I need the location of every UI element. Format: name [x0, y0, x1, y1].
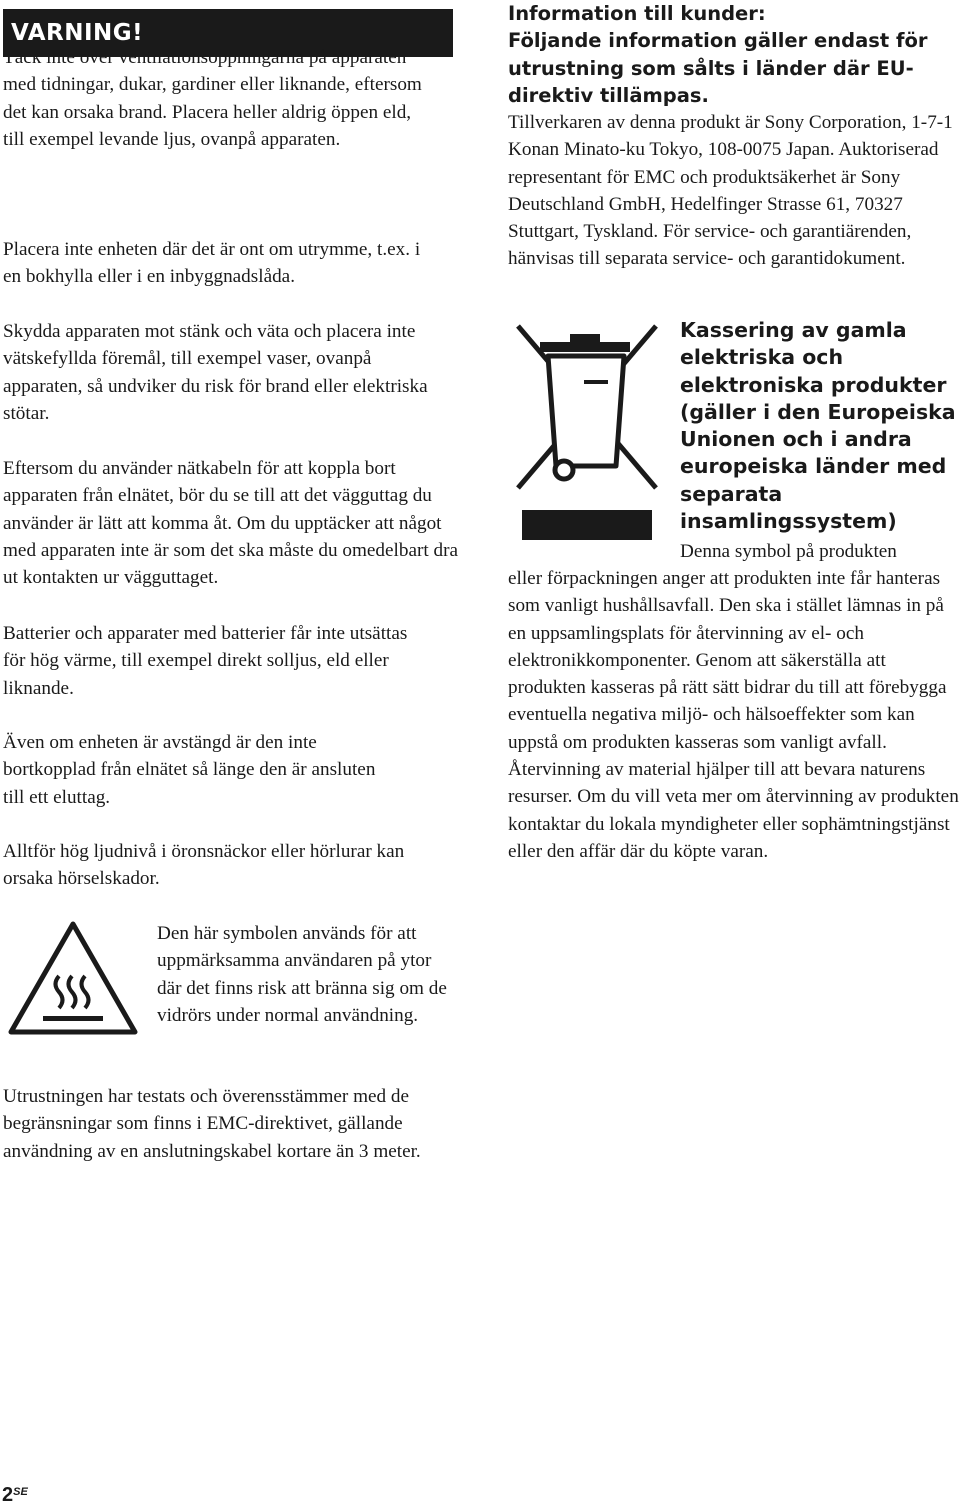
hot-surface-text: Den här symbolen används för att uppmärksamma användaren på ytor där det finns risk att bränna sig om de vidrörs under normal användning. — [157, 923, 447, 1026]
weee-intro: Denna symbol på produkten — [680, 541, 897, 562]
standby-paragraph: Även om enheten är avstängd är den inte bortkopplad från elnätet så länge den är ansluten till ett eluttag. — [3, 732, 376, 808]
info-subheading: Följande information gäller endast för utrustning som sålts i länder där EU-direktiv tillämpas. — [508, 29, 928, 107]
hearing-paragraph: Alltför hög ljudnivå i öronsnäckor eller hörlurar kan orsaka hörselskador. — [3, 841, 405, 890]
page-number-digit: 2 — [2, 1484, 14, 1506]
hot-surface-warning-icon — [5, 918, 141, 1040]
page-number — [2, 1484, 28, 1507]
power-cord-paragraph: Eftersom du använder nätkabeln för att koppla bort apparaten från elnätet, bör du se till att det vägguttag du använder är lätt att komma åt. Om du upptäcker att något med apparaten inte är som det ska måste du omedelbart dra ut kontakten ur vägguttaget. — [3, 458, 459, 589]
ventilation-paragraph: Täck inte över ventilationsöppningarna på apparaten med tidningar, dukar, gardiner eller liknande, eftersom det kan orsaka brand. Placera heller aldrig öppen eld, till exempel levande ljus, ovanpå apparaten. — [3, 47, 422, 150]
weee-heading: Kassering av gamla elektriska och elektroniska produkter (gäller i den Europeiska Unionen och i andra europeiska länder med separata insamlingssystem) — [680, 318, 956, 534]
placement-paragraph: Placera inte enheten där det är ont om utrymme, t.ex. i en bokhylla eller i en inbyggnadslåda. — [3, 239, 421, 288]
emc-paragraph: Utrustningen har testats och överensstämmer med de begränsningar som finns i EMC-direktivet, gällande användning av en anslutningskabel kortare än 3 meter. — [3, 1086, 421, 1162]
splash-paragraph: Skydda apparaten mot stänk och väta och placera inte vätskefyllda föremål, till exempel vaser, ovanpå apparaten, så undviker du risk för brand eller elektriska stötar. — [3, 321, 428, 424]
customer-information — [508, 0, 960, 109]
crossed-out-wheelie-bin-icon — [512, 320, 662, 545]
warning-title: VARNING! — [3, 9, 453, 57]
info-body: Tillverkaren av denna produkt är Sony Corporation, 1-7-1 Konan Minato-ku Tokyo, 108-0075 Japan. Auktoriserad representant för EMC och produktsäkerhet är Sony Deutschland GmbH, Hedelfinger Strasse 61, 70327 Stuttgart, Tyskland. För service- och garantiärenden, hänvisas till separata service- och garantidokument. — [508, 112, 953, 270]
battery-paragraph: Batterier och apparater med batterier får inte utsättas för hög värme, till exempel direkt solljus, eld eller liknande. — [3, 623, 408, 699]
page-number-suffix: SE — [13, 1486, 28, 1498]
info-heading: Information till kunder: — [508, 2, 766, 25]
weee-body: eller förpackningen anger att produkten inte får hanteras som vanligt hushållsavfall. Den ska i stället lämnas in på en uppsamlingsplats för återvinning av el- och elektronikkomponenter. Genom att säkerställa att produkten kasseras på rätt sätt bidrar du till att förebygga eventuella negativa miljö- och hälsoeffekter som kan uppstå om produkten kasseras som vanligt avfall. Återvinning av material hjälper till att bevara naturens resurser. Om du vill veta mer om återvinning av produkten kontaktar du lokala myndigheter eller sophämtningstjänst eller den affär där du köpte varan. — [508, 568, 959, 862]
